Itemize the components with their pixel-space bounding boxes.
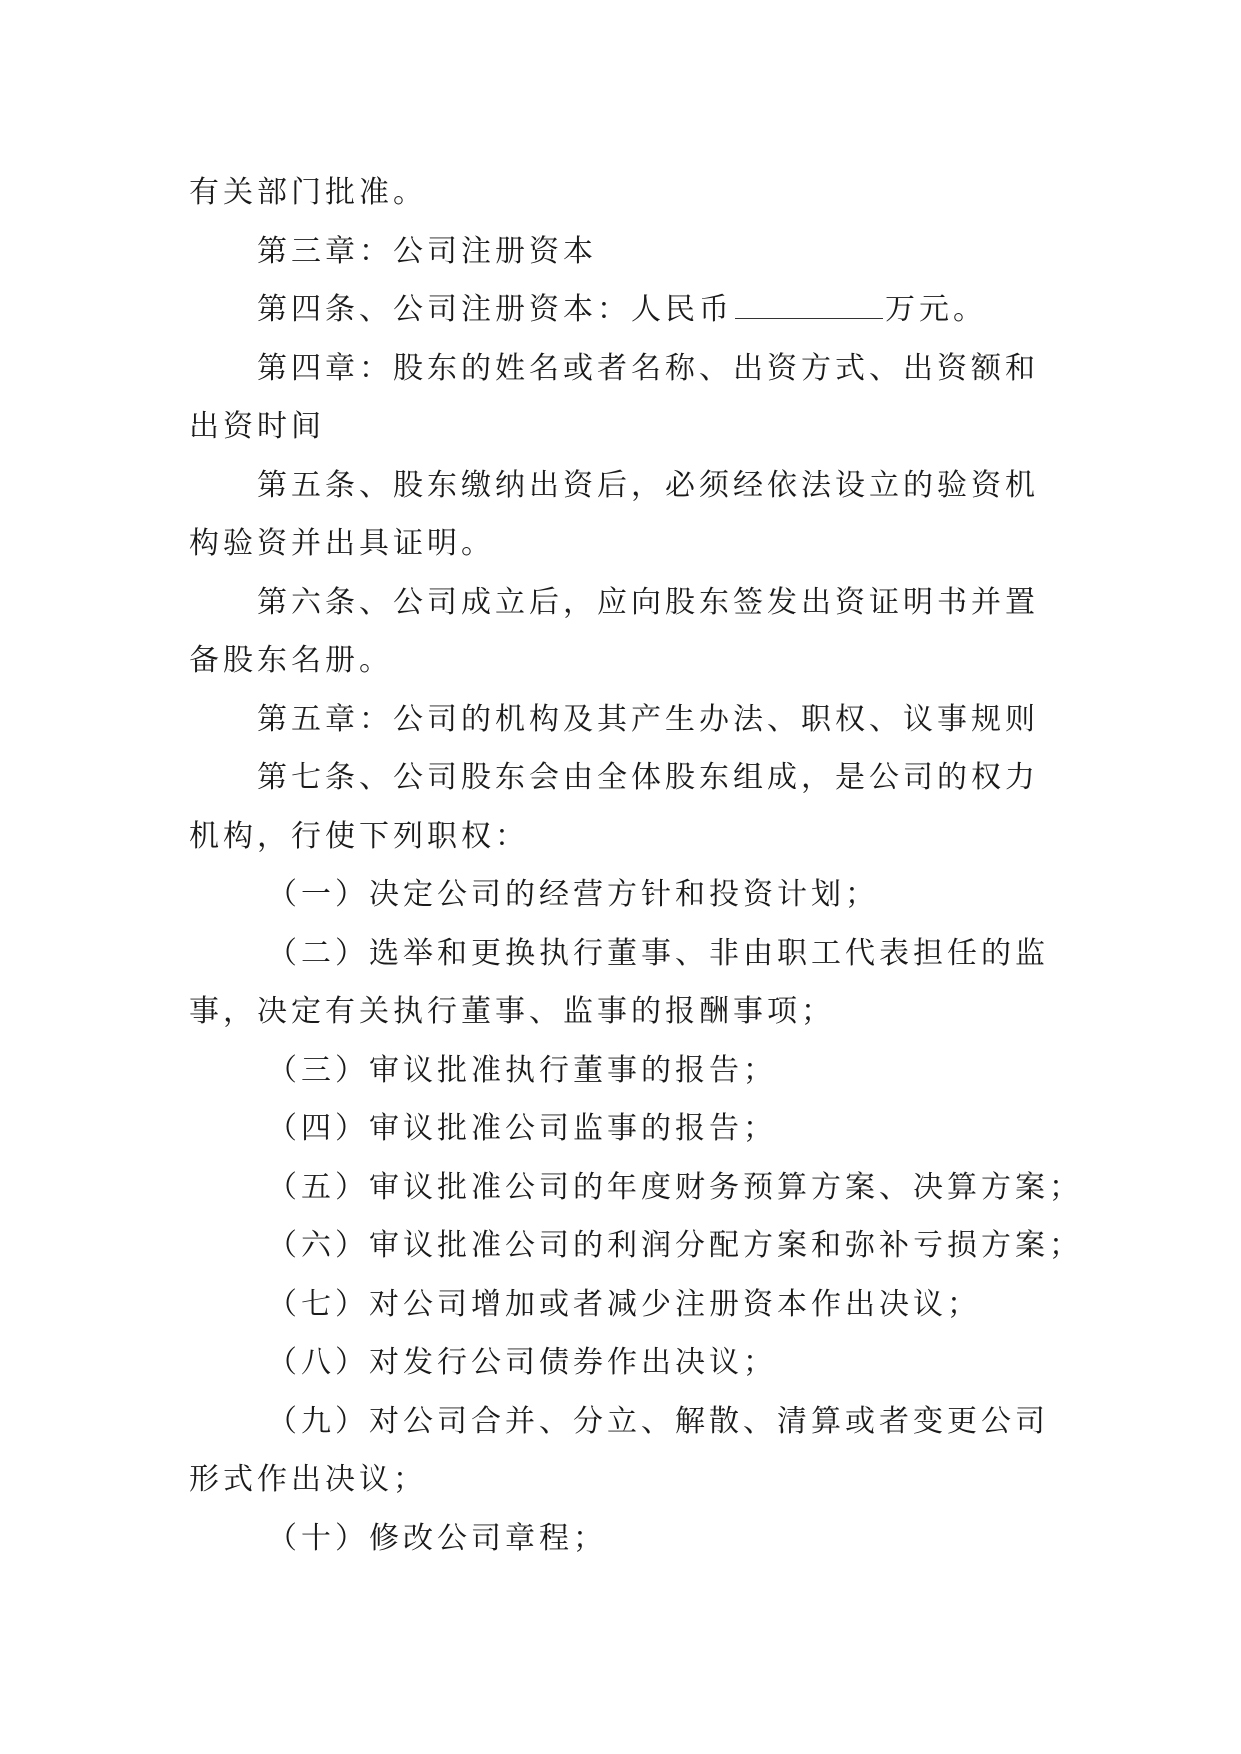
list-item: （四）审议批准公司监事的报告； (267, 1111, 777, 1146)
list-item: （六）审议批准公司的利润分配方案和弥补亏损方案； (267, 1228, 1083, 1263)
chapter-4-heading: 第四章：股东的姓名或者名称、出资方式、出资额和出资时间 (189, 350, 1039, 444)
list-item: （三）审议批准执行董事的报告； (267, 1052, 777, 1088)
chapter-5-heading: 第五章：公司的机构及其产生办法、职权、议事规则 (257, 701, 1039, 737)
list-item: （二）选举和更换执行董事、非由职工代表担任的监事，决定有关执行董事、监事的报酬事项； (189, 935, 1049, 1029)
article-7: 第七条、公司股东会由全体股东组成，是公司的权力机构，行使下列职权： (189, 760, 1039, 854)
chapter-3-heading: 第三章：公司注册资本 (257, 233, 597, 269)
article-4-text: 第四条、公司注册资本：人民币 (257, 292, 733, 327)
document-body (189, 164, 1083, 1568)
list-item: （七）对公司增加或者减少注册资本作出决议； (267, 1286, 981, 1322)
article-4-unit: 万元。 (885, 292, 987, 327)
list-item: （八）对发行公司债券作出决议； (267, 1345, 777, 1380)
article-4 (189, 281, 1059, 340)
list-item: （一）决定公司的经营方针和投资计划； (267, 877, 879, 912)
list-item: （五）审议批准公司的年度财务预算方案、决算方案； (267, 1169, 1083, 1205)
list-item: （九）对公司合并、分立、解散、清算或者变更公司形式作出决议； (189, 1403, 1049, 1497)
article-6: 第六条、公司成立后，应向股东签发出资证明书并置备股东名册。 (189, 584, 1039, 678)
article-5: 第五条、股东缴纳出资后，必须经依法设立的验资机构验资并出具证明。 (189, 467, 1039, 561)
capital-amount-blank (735, 290, 883, 319)
paragraph-continuation: 有关部门批准。 (189, 175, 427, 210)
list-item: （十）修改公司章程； (267, 1520, 607, 1556)
